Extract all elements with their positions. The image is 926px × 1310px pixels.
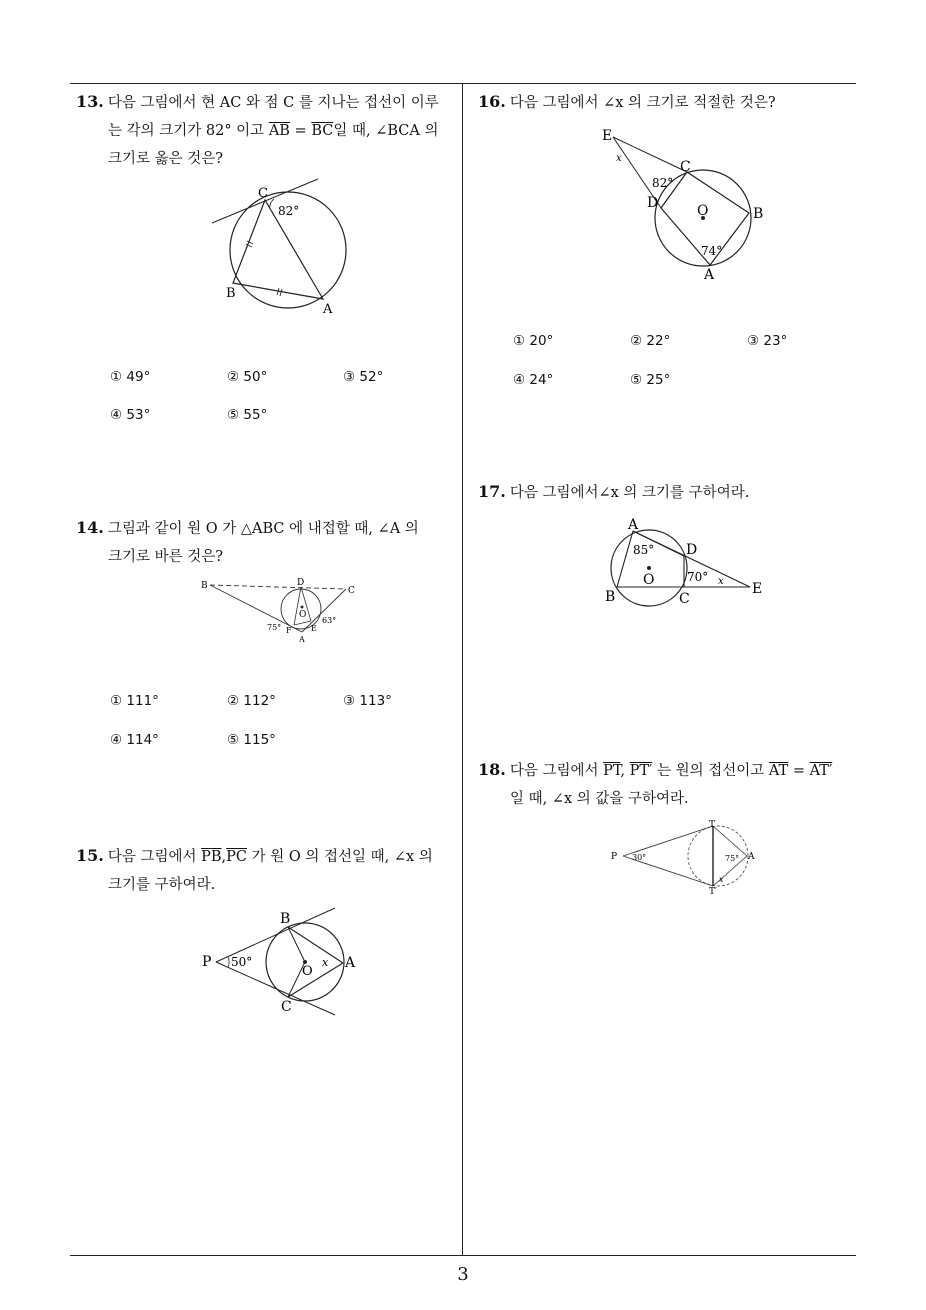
label-E: E <box>311 624 317 633</box>
q16-option-1[interactable]: ① 20° <box>513 333 554 349</box>
question-number: 17. <box>478 482 506 501</box>
label-A: A <box>323 302 333 317</box>
question-17 <box>478 478 853 507</box>
q14-option-5[interactable]: ⑤ 115° <box>227 732 276 748</box>
q13-option-3[interactable]: ③ 52° <box>343 369 384 385</box>
question-16 <box>478 88 853 117</box>
question-text-line1: 다음 그림에서∠x 의 크기를 구하여라. <box>509 485 750 501</box>
ray-PC: $\overline{PC}$ <box>226 849 247 865</box>
label-B: B <box>753 206 764 222</box>
q14-option-4[interactable]: ④ 114° <box>110 732 159 748</box>
top-rule <box>70 83 856 84</box>
question-text-line2: 크기를 구하여라. <box>108 877 216 893</box>
label-P: P <box>202 954 212 970</box>
question-text-line1: 다음 그림에서 현 AC 와 점 C 를 지나는 접선이 이루 <box>107 95 439 111</box>
q13-option-5[interactable]: ⑤ 55° <box>227 407 268 423</box>
question-text-line2: 는 각의 크기가 82° 이고 $\overline{AB} = \overline{BC}$일 때, ∠BCA 의 <box>108 123 439 139</box>
q13-option-1[interactable]: ① 49° <box>110 369 151 385</box>
label-angle-85: 85° <box>633 543 655 557</box>
q13-option-2[interactable]: ② 50° <box>227 369 268 385</box>
page-number: 3 <box>457 1264 469 1285</box>
label-D: D <box>647 195 659 211</box>
question-text-line1: 다음 그림에서 ∠x 의 크기로 적절한 것은? <box>509 95 776 111</box>
figure-18 <box>605 818 770 898</box>
label-A: A <box>345 955 356 971</box>
label-O: O <box>302 964 313 979</box>
label-D: D <box>686 542 698 558</box>
figure-17 <box>598 512 770 607</box>
label-O: O <box>299 610 307 620</box>
question-text-line3: 크기로 옳은 것은? <box>108 151 224 167</box>
question-15: 15. 다음 그림에서 $\overline{PB},\overline{PC}$ 가 원 O 의 접선일 때, ∠x 의 크기를 구하여라. <box>76 842 461 899</box>
label-angle-30: 30° <box>632 853 647 862</box>
label-x: x <box>718 576 724 587</box>
arc-AT-prime: AT′ <box>809 763 833 779</box>
center-divider <box>462 83 463 1255</box>
label-angle-75: 75° <box>267 623 282 632</box>
label-angle: 50° <box>231 955 253 969</box>
q16-option-2[interactable]: ② 22° <box>630 333 671 349</box>
bottom-rule <box>70 1255 856 1256</box>
q14-option-3[interactable]: ③ 113° <box>343 693 392 709</box>
label-T-prime: T′ <box>709 887 718 897</box>
label-B: B <box>605 589 616 605</box>
label-A: A <box>748 852 755 862</box>
label-D: D <box>297 578 305 588</box>
label-E: E <box>752 581 763 597</box>
question-13 <box>76 88 461 173</box>
q16-option-5[interactable]: ⑤ 25° <box>630 372 671 388</box>
label-F: F <box>286 626 292 635</box>
label-angle-75: 75° <box>725 854 740 863</box>
figure-14 <box>198 575 363 645</box>
label-C: C <box>679 591 690 607</box>
label-A: A <box>704 267 715 283</box>
label-angle-70: 70° <box>687 570 709 584</box>
ray-PB: $\overline{PB}$ <box>201 849 222 865</box>
q13-option-4[interactable]: ④ 53° <box>110 407 151 423</box>
label-x: x <box>719 875 724 884</box>
label-T: T <box>709 820 716 830</box>
label-O: O <box>697 203 709 219</box>
question-text-line1: 그림과 같이 원 O 가 △ABC 에 내접할 때, ∠A 의 <box>107 521 419 537</box>
label-B: B <box>201 581 208 591</box>
label-angle-74: 74° <box>701 244 723 258</box>
figure-15 <box>198 905 368 1020</box>
label-x: x <box>616 153 622 164</box>
label-angle-63: 63° <box>322 616 337 625</box>
question-number: 16. <box>478 92 506 111</box>
label-C: C <box>258 186 268 201</box>
label-E: E <box>602 128 613 144</box>
question-number: 18. <box>478 760 506 779</box>
segment-PT-prime: PT′ <box>629 763 653 779</box>
segment-PT: $\overline{PT}$ <box>603 763 621 779</box>
question-14 <box>76 514 461 571</box>
label-angle-82: 82° <box>652 176 674 190</box>
question-number: 15. <box>76 846 104 865</box>
figure-13 <box>200 175 360 320</box>
q14-option-1[interactable]: ① 111° <box>110 693 159 709</box>
q16-option-4[interactable]: ④ 24° <box>513 372 554 388</box>
label-A: A <box>299 635 305 644</box>
question-text-line2: 일 때, ∠x 의 값을 구하여라. <box>510 791 689 807</box>
question-18: 18. 다음 그림에서 $\overline{PT}$, PT′ 는 원의 접선이고 $\overline{AT} = AT'$ 일 때, ∠x 의 값을 구하여라. <box>478 756 858 813</box>
figure-16 <box>595 125 775 285</box>
label-A: A <box>628 517 639 533</box>
label-B: B <box>226 286 236 301</box>
label-C: C <box>680 159 691 175</box>
label-C: C <box>281 999 292 1015</box>
question-text-line2: 크기로 바른 것은? <box>108 549 224 565</box>
label-C: C <box>348 586 355 596</box>
label-angle: 82° <box>278 204 300 218</box>
label-P: P <box>611 852 618 862</box>
label-B: B <box>280 911 291 927</box>
label-x: x <box>322 956 329 969</box>
question-number: 14. <box>76 518 104 537</box>
q14-option-2[interactable]: ② 112° <box>227 693 276 709</box>
question-number: 13. <box>76 92 104 111</box>
label-O: O <box>643 572 655 588</box>
q16-option-3[interactable]: ③ 23° <box>747 333 788 349</box>
arc-AT: $\overline{AT}$ <box>768 763 789 779</box>
